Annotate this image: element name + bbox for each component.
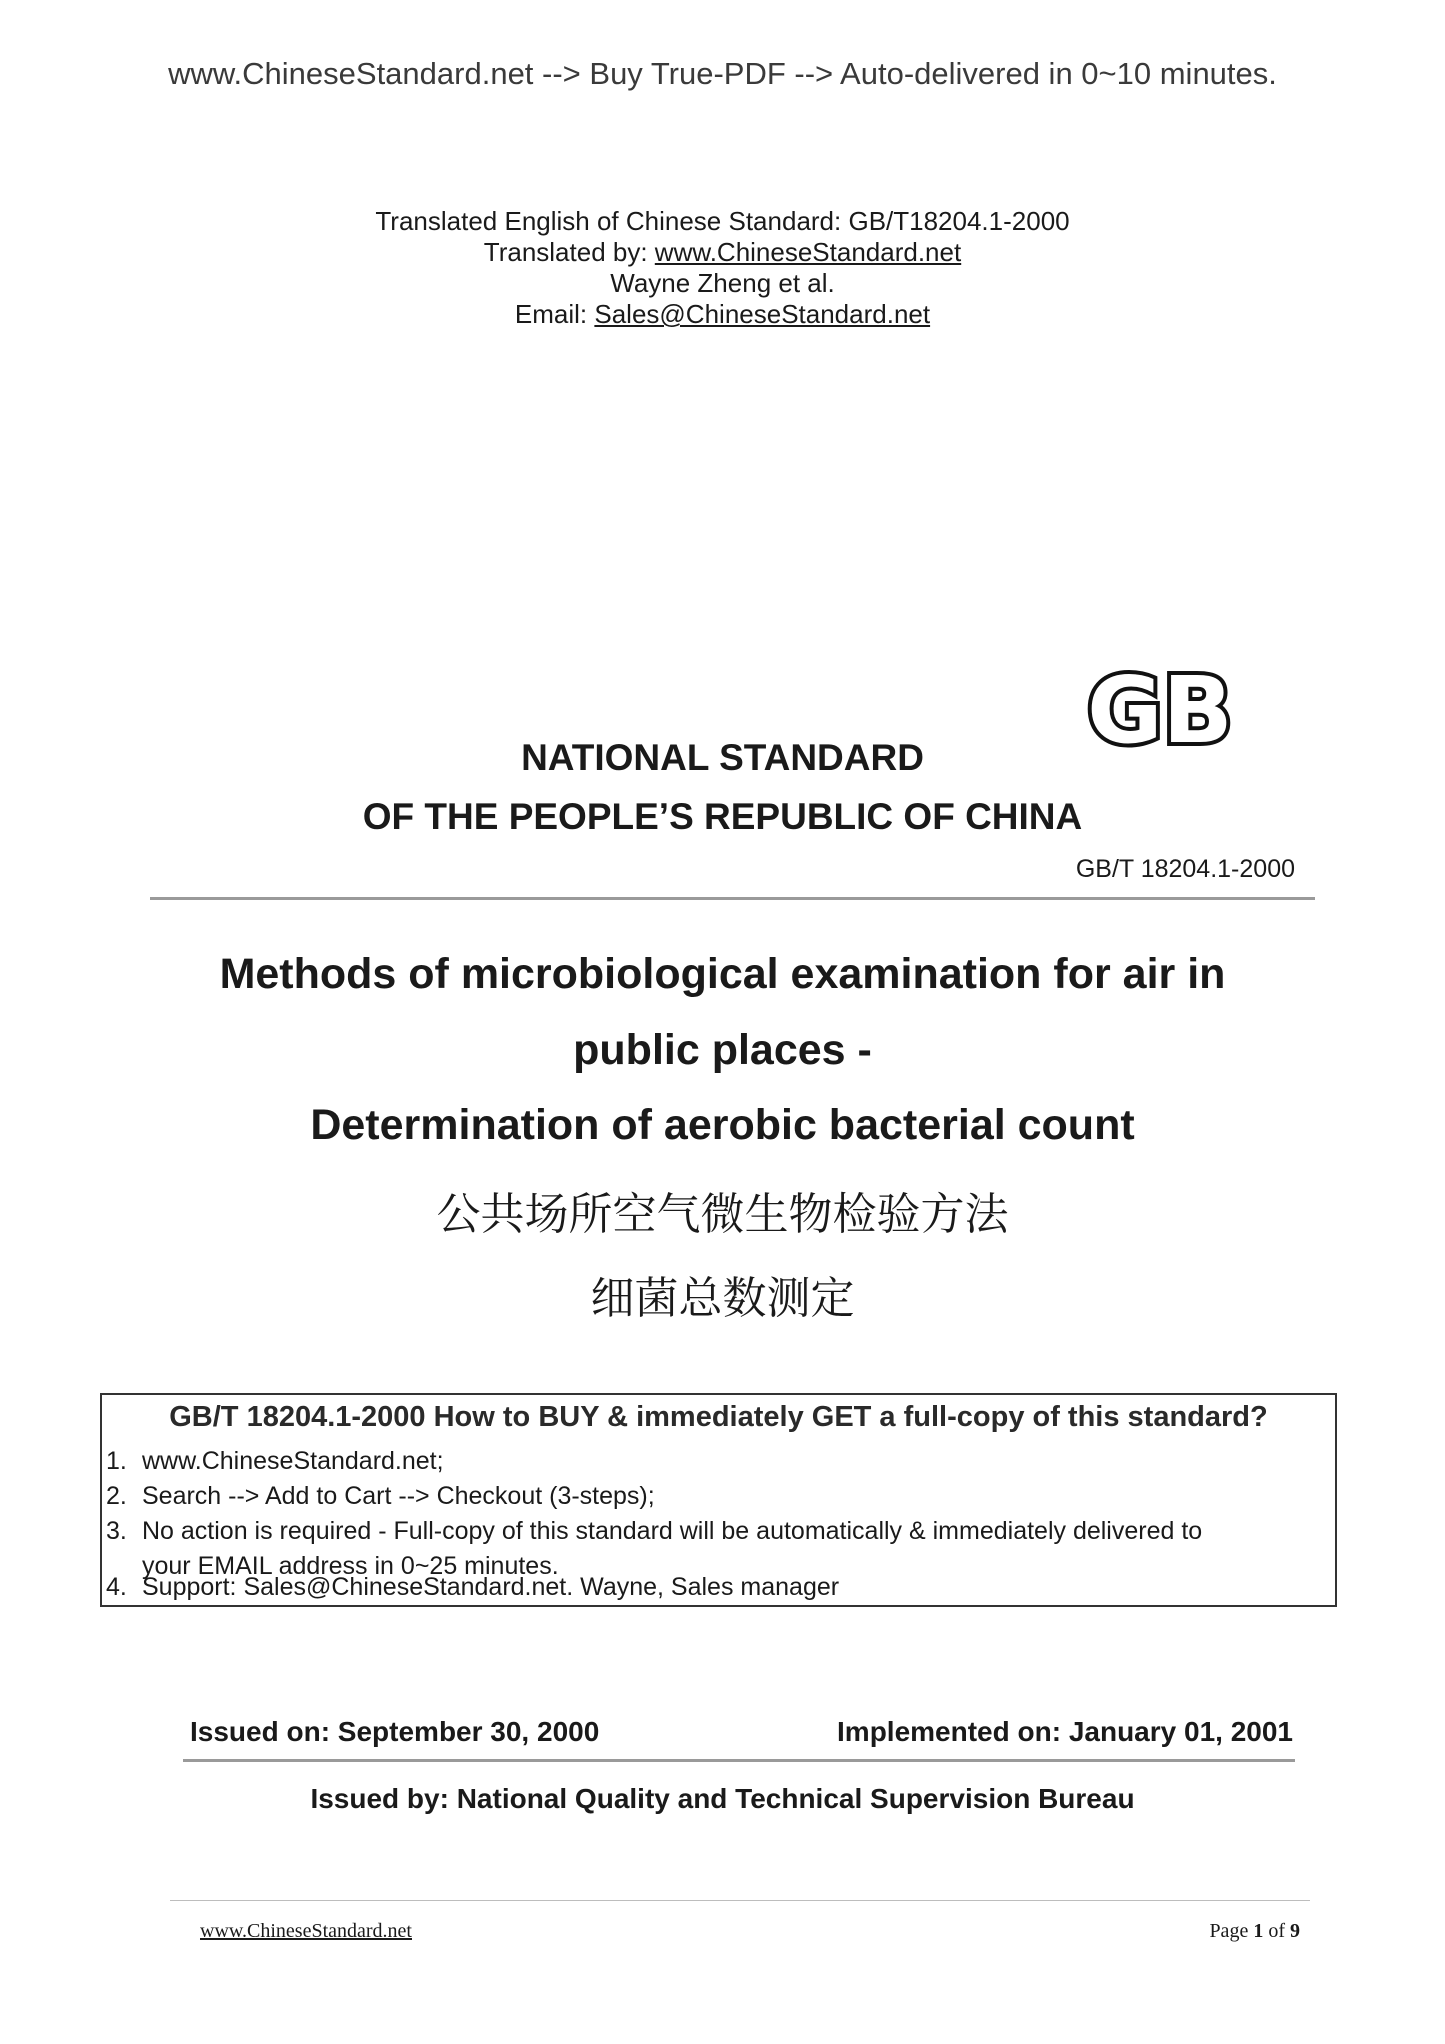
step-number: 4. bbox=[106, 1573, 127, 1601]
step-text: your EMAIL address in 0~25 minutes. bbox=[142, 1552, 559, 1580]
translated-by-line bbox=[0, 237, 1445, 268]
issued-on-date: Issued on: September 30, 2000 bbox=[190, 1716, 600, 1747]
gb-logo-text: GB bbox=[1087, 660, 1233, 760]
page-current: 1 bbox=[1253, 1920, 1264, 1942]
step-text[interactable]: www.ChineseStandard.net; bbox=[142, 1447, 444, 1475]
translation-source-line: Translated English of Chinese Standard: GB/T18204.1-2000 bbox=[375, 206, 1070, 236]
national-standard-heading: NATIONAL STANDARD bbox=[521, 737, 924, 778]
footer-divider bbox=[170, 1900, 1310, 1901]
title-en-line-1: Methods of microbiological examination for air in bbox=[219, 950, 1226, 998]
dates-divider bbox=[183, 1759, 1295, 1762]
footer-link[interactable]: www.ChineseStandard.net bbox=[200, 1920, 412, 1942]
title-cn-line-2: 细菌总数测定 bbox=[590, 1273, 855, 1324]
step-number: 1. bbox=[106, 1447, 127, 1475]
title-en-line-3: Determination of aerobic bacterial count bbox=[310, 1101, 1135, 1149]
purchase-info-box bbox=[100, 1393, 1337, 1607]
purchase-step bbox=[106, 1447, 444, 1476]
step-text[interactable]: Support: Sales@ChineseStandard.net. Wayne, Sales manager bbox=[142, 1573, 840, 1601]
step-number: 2. bbox=[106, 1482, 127, 1510]
title-en-line-2: public places - bbox=[573, 1026, 872, 1074]
title-cn-line-1: 公共场所空气微生物检验方法 bbox=[436, 1189, 1009, 1240]
step-text: No action is required - Full-copy of this standard will be automatically & immediately delivered to bbox=[142, 1517, 1203, 1545]
purchase-box-heading: GB/T 18204.1-2000 How to BUY & immediately GET a full-copy of this standard? bbox=[169, 1401, 1268, 1433]
standard-code: GB/T 18204.1-2000 bbox=[1075, 855, 1295, 883]
page-number bbox=[1209, 1920, 1300, 1943]
prc-heading: OF THE PEOPLE’S REPUBLIC OF CHINA bbox=[362, 796, 1083, 837]
purchase-step bbox=[106, 1517, 1202, 1546]
translated-by-label: Translated by: bbox=[483, 237, 655, 267]
translation-info bbox=[0, 206, 1445, 330]
step-text: Search --> Add to Cart --> Checkout (3-steps); bbox=[142, 1482, 655, 1510]
email-line bbox=[0, 299, 1445, 330]
issued-by: Issued by: National Quality and Technical Supervision Bureau bbox=[310, 1783, 1135, 1814]
page-total: 9 bbox=[1290, 1920, 1300, 1942]
step-number: 3. bbox=[106, 1517, 127, 1545]
email-label: Email: bbox=[514, 299, 595, 329]
top-banner[interactable]: www.ChineseStandard.net --> Buy True-PDF --> Auto-delivered in 0~10 minutes. bbox=[168, 56, 1277, 91]
page-label: Page bbox=[1209, 1920, 1254, 1942]
page-of: of bbox=[1263, 1920, 1290, 1942]
purchase-step bbox=[106, 1573, 839, 1602]
translator-name: Wayne Zheng et al. bbox=[610, 268, 835, 298]
implemented-on-date: Implemented on: January 01, 2001 bbox=[837, 1716, 1293, 1747]
purchase-step bbox=[106, 1482, 655, 1511]
header-divider bbox=[150, 897, 1315, 900]
email-link[interactable]: Sales@ChineseStandard.net bbox=[594, 299, 931, 329]
translated-by-link[interactable]: www.ChineseStandard.net bbox=[654, 237, 962, 267]
